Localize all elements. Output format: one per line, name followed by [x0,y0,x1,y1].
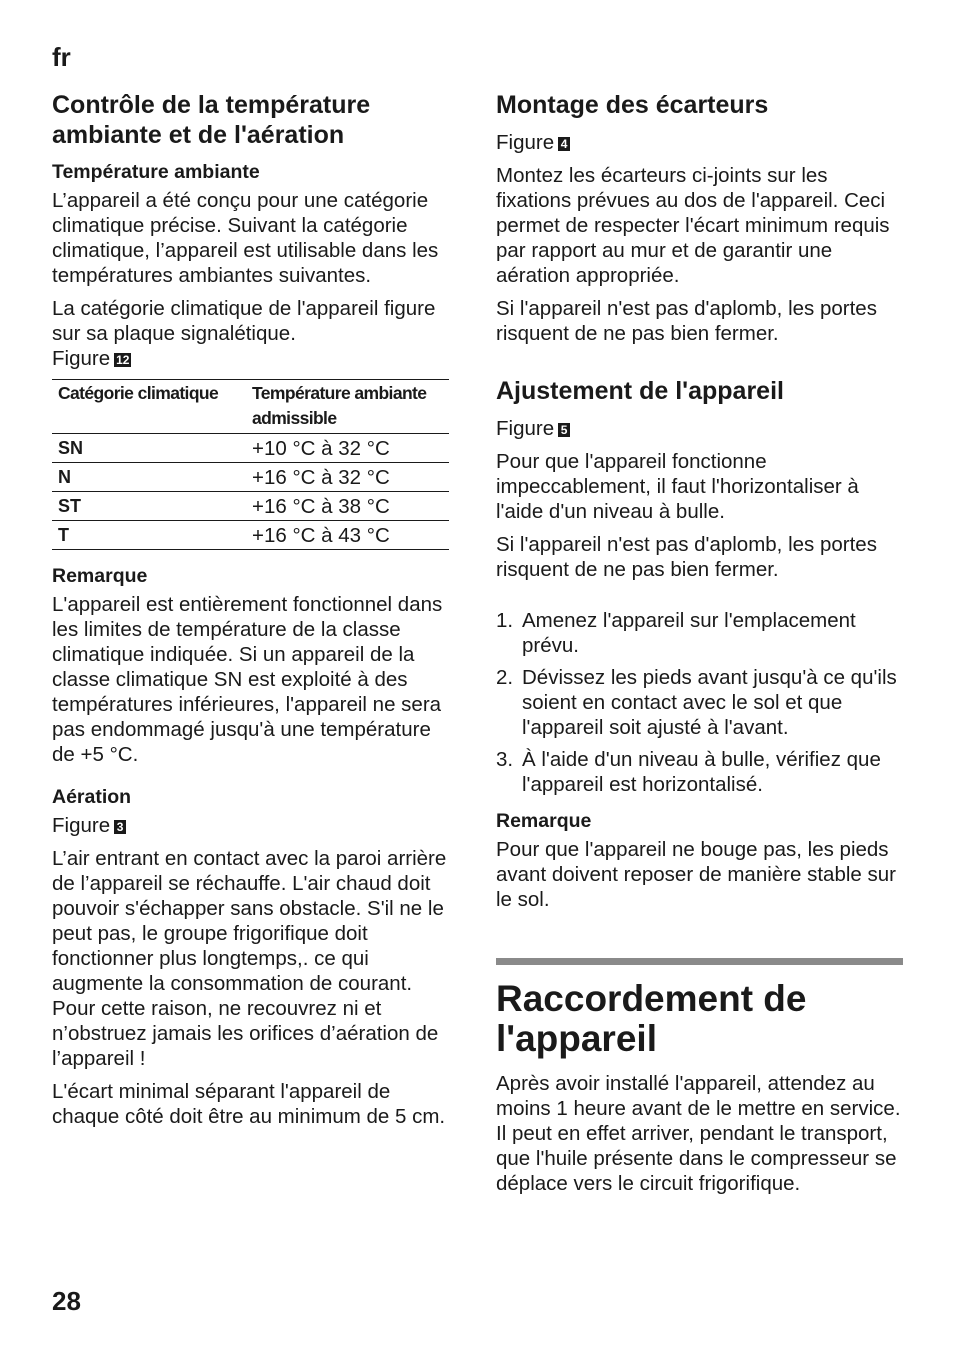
header-temperature-admissible: Température ambiante admissible [246,380,449,434]
paragraph-aeration-1: L’air entrant en contact avec la paroi arrière de l’appareil se réchauffe. L'air chaud doit pouvoir s'échapper sans obstacle. S'il ne le peut pas, le groupe frigorifique doit fonctionner plus longtemps,. ce qui augmente la consommation de courant. Pour cette raison, ne recouvrez ni et n’obstruez jamais les orifices d’aération de l’appareil ! [52,847,447,1070]
heading-temperature-ambiante: Température ambiante [52,161,260,183]
right-column [496,90,904,1204]
section-title-temperature-aeration: Contrôle de la température ambiante et de l'aération [52,91,371,149]
step-number: 1. [496,609,514,632]
step-text: Dévissez les pieds avant jusqu'à ce qu'ils soient en contact avec le sol et que l'appareil soit ajusté à l'avant. [522,666,897,739]
paragraph-montage-2: Si l'appareil n'est pas d'aplomb, les portes risquent de ne pas bien fermer. [496,297,877,345]
climate-category: SN [52,434,246,463]
climate-class-table [52,379,449,550]
climate-category: N [52,463,246,492]
step-text: À l'aide d'un niveau à bulle, vérifiez que l'appareil est horizontalisé. [522,748,881,796]
paragraph-ajustement-1: Pour que l'appareil fonctionne impeccablement, il faut l'horizontaliser à l'aide d'un niveau à bulle. [496,450,859,523]
adjustment-steps-list [496,608,904,797]
section-title-montage: Montage des écarteurs [496,91,769,119]
paragraph-ajustement-2: Si l'appareil n'est pas d'aplomb, les portes risquent de ne pas bien fermer. [496,533,877,581]
figure-reference-5 [496,416,904,441]
figure-label: Figure [52,814,111,837]
figure-reference-4 [496,130,904,155]
heading-aeration: Aération [52,786,132,808]
section-divider [496,958,903,965]
heading-remarque: Remarque [52,565,148,587]
temperature-range: +10 °C à 32 °C [246,434,449,463]
table-row [52,434,449,463]
header-categorie-climatique: Catégorie climatique [52,380,246,434]
step-text: Amenez l'appareil sur l'emplacement prévu. [522,609,856,657]
paragraph-raccordement: Après avoir installé l'appareil, attendez au moins 1 heure avant de le mettre en service. Il peut en effet arriver, pendant le transport, que l'huile présente dans le compresseur se déplace vers le circuit frigorifique. [496,1072,901,1195]
paragraph-montage-1: Montez les écarteurs ci-joints sur les fixations prévues au dos de l'appareil. Ceci permet de respecter l'écart minimum requis par rapport au mur et de garantir une aération appropriée. [496,164,890,287]
language-code: fr [52,42,71,72]
section-title-ajustement: Ajustement de l'appareil [496,377,784,405]
figure-label: Figure [496,131,555,154]
temperature-range: +16 °C à 38 °C [246,492,449,521]
paragraph-remarque: L'appareil est entièrement fonctionnel dans les limites de température de la classe climatique indiquée. Si un appareil de la classe climatique SN est exploité à des températures inférieures, l'appareil ne sera pas endommagé jusqu'à une température de +5 °C. [52,593,443,766]
heading-remarque-ajustement: Remarque [496,810,592,832]
figure-number-badge: 5 [558,423,570,437]
figure-reference-3 [52,813,452,838]
figure-label: Figure [496,417,555,440]
figure-reference-12 [52,346,452,371]
figure-number-badge: 3 [114,820,126,834]
temperature-range: +16 °C à 43 °C [246,521,449,550]
paragraph-aeration-2: L'écart minimal séparant l'appareil de chaque côté doit être au minimum de 5 cm. [52,1080,446,1128]
table-row [52,521,449,550]
paragraph-temperature-1: L’appareil a été conçu pour une catégorie climatique précise. Suivant la catégorie climatique, l’appareil est utilisable dans les températures ambiantes suivantes. [52,189,439,287]
figure-label: Figure [52,347,111,370]
step-number: 3. [496,748,514,771]
table-row [52,463,449,492]
climate-category: T [52,521,246,550]
step-number: 2. [496,666,514,689]
figure-number-badge: 4 [558,137,570,151]
table-header-row [52,380,449,434]
paragraph-remarque-ajustement: Pour que l'appareil ne bouge pas, les pieds avant doivent reposer de manière stable sur le sol. [496,838,896,911]
list-item [496,665,904,740]
left-column [52,90,452,1137]
page-number: 28 [52,1286,81,1316]
chapter-title-raccordement: Raccordement de l'appareil [496,978,807,1059]
paragraph-temperature-2: La catégorie climatique de l'appareil figure sur sa plaque signalétique. [52,297,436,345]
climate-category: ST [52,492,246,521]
list-item [496,747,904,797]
temperature-range: +16 °C à 32 °C [246,463,449,492]
list-item [496,608,904,658]
figure-number-badge: 12 [116,353,130,367]
table-row [52,492,449,521]
